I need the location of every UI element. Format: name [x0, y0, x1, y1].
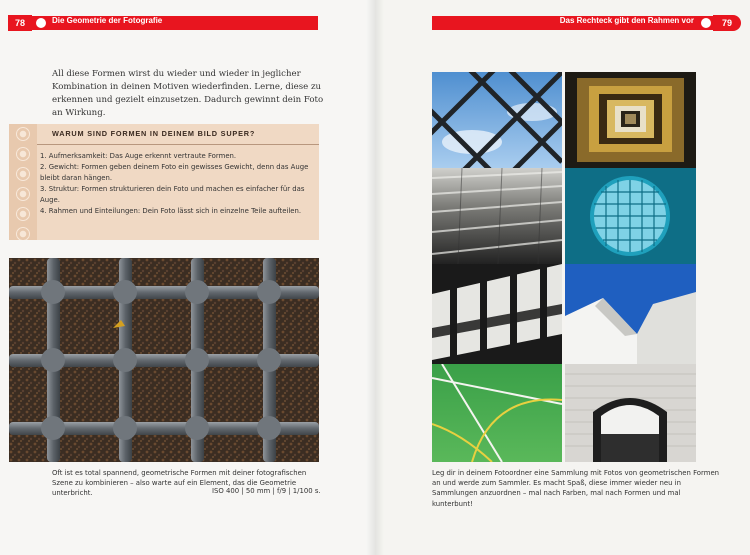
photo-arch: [565, 364, 696, 462]
list-item: 2. Gewicht: Formen geben deinem Foto ein gewisses Gewicht, denn das Auge bleibt daran hängen.: [40, 162, 309, 182]
left-header-title: Die Geometrie der Fotografie: [52, 16, 163, 25]
left-header-circle-icon: [34, 16, 48, 30]
right-header-title: Das Rechteck gibt den Rahmen vor: [559, 16, 694, 25]
grid-photo-image: [9, 258, 319, 462]
right-header-circle-icon: [699, 16, 713, 30]
right-photo-caption: Leg dir in deinem Fotoordner eine Sammlung mit Fotos von geometrischen Formen an und werde zum Sammler. Es macht Spaß, diese immer wieder neu in Sammlungen anzuordnen – mal nach Farben, mal nach Formen und mal kunterbunt!: [432, 469, 720, 508]
right-page-number: 79: [713, 15, 741, 31]
list-item: 3. Struktur: Formen strukturieren dein Foto und machen es einfacher für das Auge.: [40, 184, 305, 204]
list-item: 1. Aufmerksamkeit: Das Auge erkennt vertraute Formen.: [40, 152, 237, 160]
info-box-divider: [37, 144, 319, 145]
photo-glass-lattice: [432, 72, 562, 168]
info-box-title: WARUM SIND FORMEN IN DEINEM BILD SUPER?: [52, 129, 256, 138]
info-box-list: [40, 151, 312, 216]
photo-facade: [432, 168, 562, 264]
grid-photo: [9, 258, 319, 462]
left-photo-caption: Oft ist es total spannend, geometrische Formen mit deiner fotografischen Szene zu kombinieren – also warte auf ein Element, das die Geometrie unterbricht.: [52, 469, 307, 498]
list-item: 4. Rahmen und Einteilungen: Dein Foto lässt sich in einzelne Teile aufteilen.: [40, 206, 302, 215]
photo-teal-dome: [565, 168, 696, 264]
photo-window-shadows: [432, 264, 562, 364]
intro-paragraph: All diese Formen wirst du wieder und wieder in jeglicher Kombination in deinen Motiven wiederfinden. Lerne, diese zu erkennen und gezielt einzusetzen. Dadurch gewinnt dein Foto an Wirkung.: [52, 69, 324, 119]
left-page-number: 78: [8, 15, 32, 31]
photo-white-building: [565, 264, 696, 364]
photo-sports-field: [432, 364, 562, 462]
exif-info: ISO 400 | 50 mm | f/9 | 1/100 s.: [212, 487, 321, 495]
ornament-pattern: [9, 124, 37, 240]
book-gutter: [366, 0, 384, 555]
photo-stairwell: [565, 72, 696, 168]
